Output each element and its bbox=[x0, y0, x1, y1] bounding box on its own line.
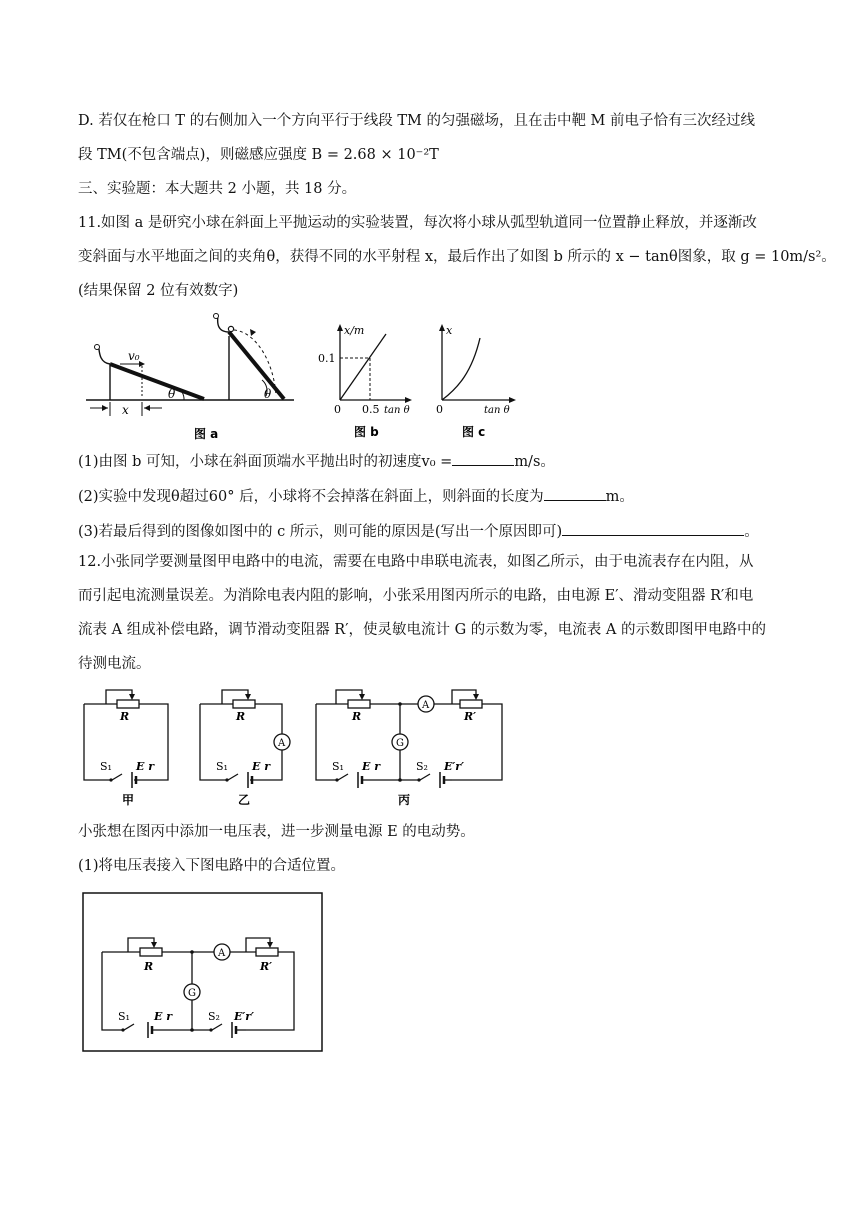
q12-line2: 而引起电流测量误差。为消除电表内阻的影响，小张采用图丙所示的电路，由电源 E′、滑动变阻器 R′和电 bbox=[78, 588, 754, 604]
circuit-bing bbox=[312, 684, 508, 808]
figure-c bbox=[428, 322, 524, 442]
bing-G: G bbox=[396, 738, 404, 749]
jia-caption: 甲 bbox=[122, 793, 135, 807]
jia-E: E r bbox=[136, 760, 155, 773]
q11-part3 bbox=[78, 521, 759, 542]
bing-caption: 丙 bbox=[398, 793, 411, 807]
q11-part2 bbox=[78, 486, 634, 507]
q2-unit: m。 bbox=[605, 489, 634, 505]
q12-part1: (1)将电压表接入下图电路中的合适位置。 bbox=[78, 858, 346, 874]
ans-R2: R′ bbox=[260, 960, 273, 973]
c-ylabel: x bbox=[446, 324, 453, 337]
q12-line5: 小张想在图丙中添加一电压表，进一步测量电源 E 的电动势。 bbox=[78, 824, 475, 840]
q11-line2: 变斜面与水平地面之间的夹角θ，获得不同的水平射程 x，最后作出了如图 b 所示的 x − tanθ图象，取 g = 10m/s²。 bbox=[78, 249, 836, 265]
caption-c: 图 c bbox=[462, 425, 486, 439]
q3-text: (3)若最后得到的图像如图中的 c 所示，则可能的原因是(写出一个原因即可) bbox=[78, 524, 563, 540]
b-xlabel: tan θ bbox=[384, 405, 410, 416]
q11-line1: 11.如图 a 是研究小球在斜面上平抛运动的实验装置，每次将小球从弧型轨道同一位置静止释放，并逐渐改 bbox=[78, 215, 757, 231]
answer-circuit-box[interactable] bbox=[82, 892, 324, 1054]
yi-caption: 乙 bbox=[238, 793, 251, 807]
yi-E: E r bbox=[252, 760, 271, 773]
q11-note: (结果保留 2 位有效数字) bbox=[78, 283, 239, 299]
b-ylabel: x/m bbox=[344, 324, 365, 337]
caption-b: 图 b bbox=[354, 425, 379, 439]
option-d-line2: 段 TM(不包含端点)，则磁感应强度 B = 2.68 × 10⁻²T bbox=[78, 147, 439, 163]
answer-blank-3[interactable] bbox=[562, 521, 744, 536]
x-label: x bbox=[122, 403, 129, 417]
theta-label-1: θ bbox=[168, 387, 176, 401]
answer-blank-1[interactable] bbox=[452, 451, 514, 466]
q2-text: (2)实验中发现θ超过60° 后，小球将不会掉落在斜面上，则斜面的长度为 bbox=[78, 489, 544, 505]
q12-line3: 流表 A 组成补偿电路，调节滑动变阻器 R′，使灵敏电流计 G 的示数为零，电流表 A 的示数即图甲电路中的 bbox=[78, 622, 766, 638]
bing-A: A bbox=[422, 700, 430, 711]
option-d-line1: D. 若仅在枪口 T 的右侧加入一个方向平行于线段 TM 的匀强磁场，且在击中靶 M 前电子恰有三次经过线 bbox=[78, 113, 756, 129]
circuit-jia bbox=[80, 684, 176, 808]
jia-R: R bbox=[120, 710, 130, 723]
bing-R: R bbox=[352, 710, 362, 723]
bing-E2: E′r′ bbox=[444, 760, 464, 773]
figure-a bbox=[84, 310, 304, 442]
jia-S: S₁ bbox=[100, 760, 112, 773]
bing-S2: S₂ bbox=[416, 760, 428, 773]
section-heading: 三、实验题：本大题共 2 小题，共 18 分。 bbox=[78, 181, 357, 197]
yi-R: R bbox=[236, 710, 246, 723]
answer-blank-2[interactable] bbox=[544, 486, 606, 501]
bing-E1: E r bbox=[362, 760, 381, 773]
b-origin: 0 bbox=[334, 403, 341, 416]
b-ytick: 0.1 bbox=[318, 352, 336, 365]
bing-R2: R′ bbox=[464, 710, 477, 723]
q12-line1: 12.小张同学要测量图甲电路中的电流，需要在电路中串联电流表，如图乙所示，由于电流表存在内阻，从 bbox=[78, 554, 754, 570]
figure-b bbox=[318, 322, 418, 442]
ans-E2: E′r′ bbox=[234, 1010, 254, 1023]
q11-part1 bbox=[78, 451, 555, 472]
ans-R: R bbox=[144, 960, 154, 973]
ans-G: G bbox=[188, 988, 196, 999]
bing-S1: S₁ bbox=[332, 760, 344, 773]
q1-text: (1)由图 b 可知，小球在斜面顶端水平抛出时的初速度v₀ = bbox=[78, 454, 453, 470]
v0-label: v₀ bbox=[128, 349, 140, 363]
yi-A: A bbox=[278, 738, 286, 749]
b-xtick: 0.5 bbox=[362, 403, 380, 416]
c-origin: 0 bbox=[436, 403, 443, 416]
ans-S1: S₁ bbox=[118, 1010, 130, 1023]
c-xlabel: tan θ bbox=[484, 405, 510, 416]
circuit-yi bbox=[196, 684, 292, 808]
q3-end: 。 bbox=[744, 524, 759, 540]
theta-label-2: θ bbox=[264, 387, 272, 401]
ans-E1: E r bbox=[154, 1010, 173, 1023]
ans-S2: S₂ bbox=[208, 1010, 220, 1023]
q12-line4: 待测电流。 bbox=[78, 656, 151, 672]
q1-unit: m/s。 bbox=[514, 454, 555, 470]
yi-S: S₁ bbox=[216, 760, 228, 773]
ans-A: A bbox=[218, 948, 226, 959]
caption-a: 图 a bbox=[194, 427, 219, 441]
